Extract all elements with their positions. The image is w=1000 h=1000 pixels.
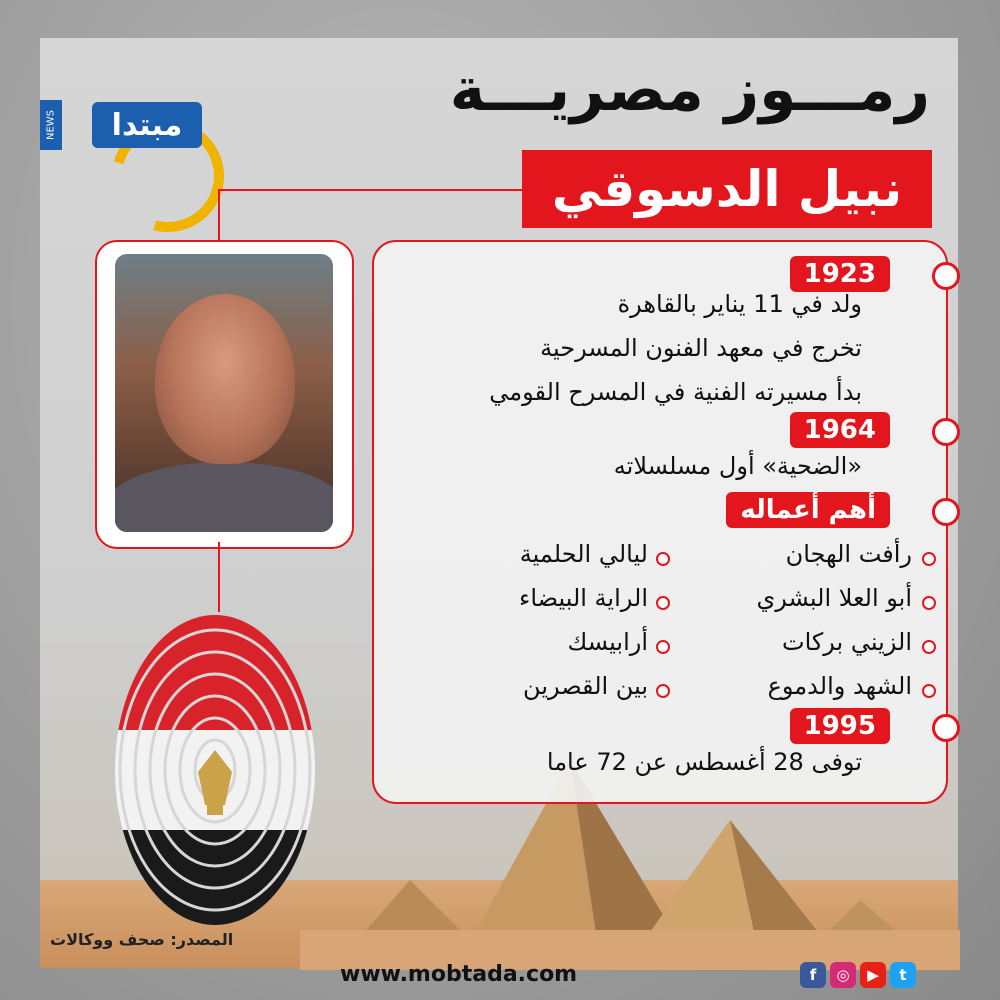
work-item: الزيني بركات: [781, 628, 912, 656]
work-item: الشهد والدموع: [767, 672, 912, 700]
bullet-icon: [922, 552, 936, 566]
year-tag-1995: 1995: [790, 708, 890, 744]
timeline-dot: [932, 262, 960, 290]
timeline-line: تخرج في معهد الفنون المسرحية: [540, 334, 862, 362]
source-credit: المصدر: صحف ووكالات: [50, 930, 234, 949]
works-tag: أهم أعماله: [726, 492, 890, 528]
year-tag-1923: 1923: [790, 256, 890, 292]
logo-news-label: NEWS: [40, 100, 62, 150]
bullet-icon: [922, 640, 936, 654]
website-link[interactable]: www.mobtada.com: [340, 962, 578, 987]
connector-line-vertical: [218, 189, 220, 241]
connector-line-lower: [218, 542, 220, 612]
timeline-dot: [932, 714, 960, 742]
bullet-icon: [656, 684, 670, 698]
bullet-icon: [656, 552, 670, 566]
timeline-line: «الضحية» أول مسلسلاته: [613, 452, 862, 480]
portrait-photo: [115, 254, 333, 532]
portrait-card: [95, 240, 354, 549]
timeline-card: [372, 240, 948, 804]
work-item: الراية البيضاء: [519, 584, 648, 612]
bullet-icon: [922, 684, 936, 698]
logo-text: مبتدا: [92, 102, 202, 148]
timeline-line: توفى 28 أغسطس عن 72 عاما: [546, 748, 862, 776]
year-tag-1964: 1964: [790, 412, 890, 448]
twitter-icon[interactable]: t: [890, 962, 916, 988]
timeline-line: بدأ مسيرته الفنية في المسرح القومي: [489, 378, 862, 406]
flag-fingerprint-graphic: [110, 610, 320, 930]
timeline-dot: [932, 498, 960, 526]
bullet-icon: [656, 596, 670, 610]
connector-line: [218, 189, 548, 191]
timeline-dot: [932, 418, 960, 446]
work-item: ليالي الحلمية: [519, 540, 648, 568]
bullet-icon: [656, 640, 670, 654]
work-item: أرابيسك: [567, 628, 648, 656]
page-title: رمـــوز مصريـــة: [449, 55, 930, 125]
bullet-icon: [922, 596, 936, 610]
youtube-icon[interactable]: ▶: [860, 962, 886, 988]
work-item: أبو العلا البشري: [756, 584, 912, 612]
work-item: بين القصرين: [523, 672, 648, 700]
instagram-icon[interactable]: ◎: [830, 962, 856, 988]
timeline-line: ولد في 11 يناير بالقاهرة: [617, 290, 862, 318]
facebook-icon[interactable]: f: [800, 962, 826, 988]
person-name-banner: نبيل الدسوقي: [522, 150, 932, 228]
work-item: رأفت الهجان: [785, 540, 912, 568]
